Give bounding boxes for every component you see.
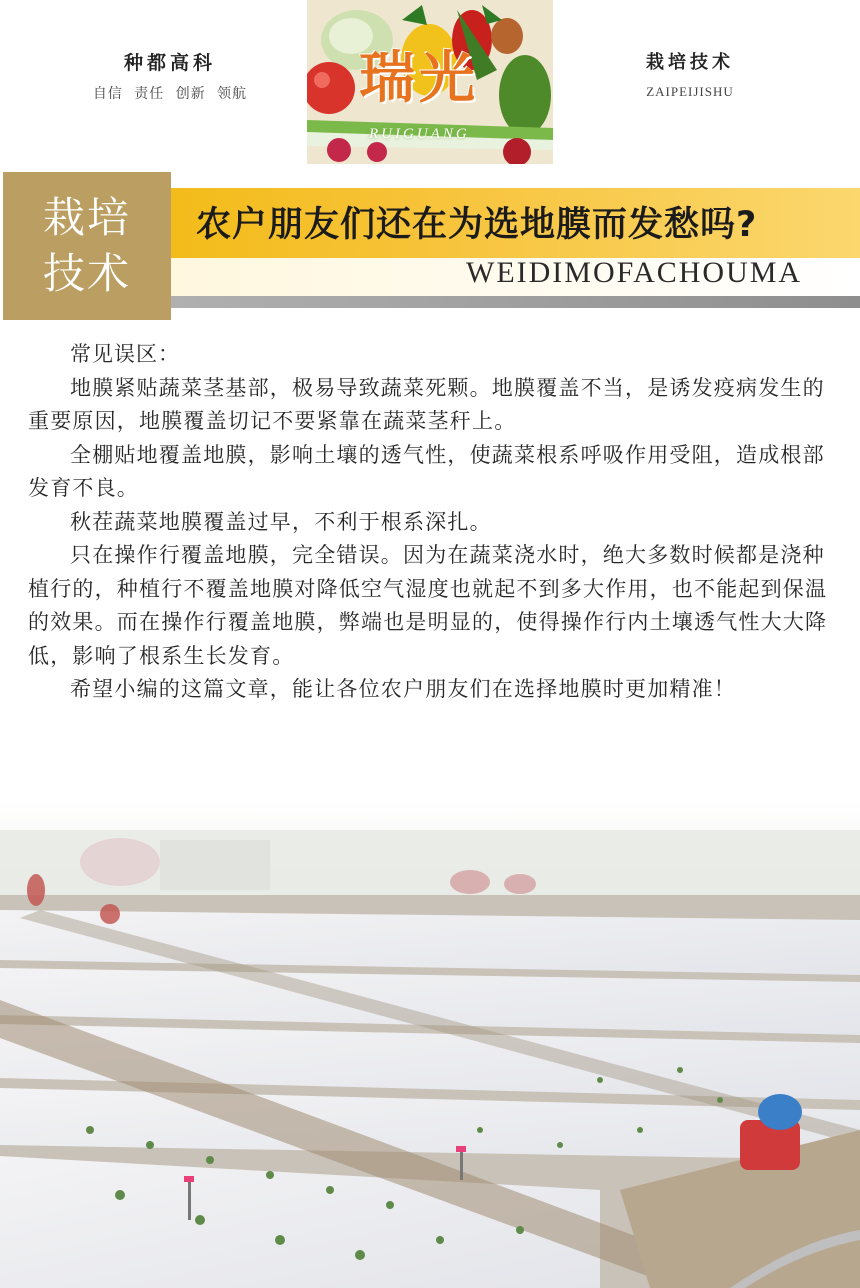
brand-name: 种都高科 bbox=[123, 52, 216, 74]
logo-wordmark: 瑞光 bbox=[359, 45, 479, 111]
article-paragraph: 希望小编的这篇文章，能让各位农户朋友们在选择地膜时更加精准！ bbox=[70, 677, 736, 701]
section-name: 栽培技术 bbox=[646, 52, 734, 73]
category-line-1: 栽培 bbox=[42, 193, 131, 242]
article-heading: 常见误区： bbox=[70, 342, 180, 366]
brand-motto: 自信 责任 创新 领航 bbox=[92, 86, 248, 102]
logo-subtext: RUIGUANG bbox=[369, 126, 470, 142]
plastic-mulch-field-image bbox=[0, 800, 860, 1288]
page-title-pinyin: WEIDIMOFACHOUMA bbox=[466, 256, 803, 289]
ruiguang-logo bbox=[307, 0, 553, 164]
article-paragraph: 全棚贴地覆盖地膜，影响土壤的透气性，使蔬菜根系呼吸作用受阻，造成根部发育不良。 bbox=[28, 442, 825, 500]
field-photo bbox=[0, 800, 860, 1288]
article-paragraph: 秋茬蔬菜地膜覆盖过早，不利于根系深扎。 bbox=[70, 509, 492, 534]
page-title: 农户朋友们还在为选地膜而发愁吗? bbox=[196, 205, 758, 245]
brand-block bbox=[70, 48, 270, 103]
section-block bbox=[600, 48, 780, 100]
page-header bbox=[0, 0, 860, 170]
section-pinyin: ZAIPEIJISHU bbox=[646, 84, 734, 99]
category-box bbox=[3, 172, 171, 320]
article-paragraph: 地膜紧贴蔬菜茎基部，极易导致蔬菜死颗。地膜覆盖不当，是诱发疫病发生的重要原因，地膜覆盖切记不要紧靠在蔬菜茎秆上。 bbox=[28, 375, 825, 433]
category-line-2: 技术 bbox=[42, 249, 131, 298]
title-grey-bar bbox=[171, 296, 860, 308]
article-paragraph: 只在操作行覆盖地膜，完全错误。因为在蔬菜浇水时，绝大多数时候都是浇种植行的，种植行不覆盖地膜对降低空气湿度也就起不到多大作用，也不能起到保温的效果。而在操作行覆盖地膜，弊端也是明显的，使得操作行内土壤透气性大大降低，影响了根系生长发育。 bbox=[28, 543, 828, 668]
article-body bbox=[28, 338, 834, 707]
